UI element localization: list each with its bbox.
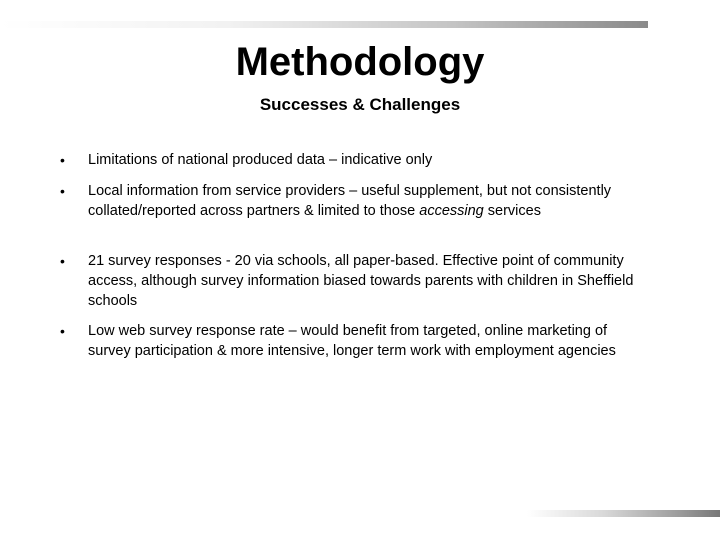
bullet-marker: • <box>60 183 65 199</box>
bullet-text: Low web survey response rate – would benefit from targeted, online marketing of survey participation & more intensive, longer term work with employment agencies <box>88 323 616 359</box>
bullet-text-part: services <box>483 203 541 219</box>
bullet-text <box>88 181 648 221</box>
bullet-marker: • <box>60 152 65 168</box>
bottom-decorative-bar <box>527 510 720 517</box>
slide-title: Methodology <box>235 40 485 84</box>
bullet-text-part: Local information from service providers – useful supplement, but not consistently collated/reported across partners & limited to those <box>88 183 612 219</box>
bullet-text-italic: accessing <box>419 203 484 219</box>
bullet-marker: • <box>60 253 65 269</box>
top-decorative-bar <box>0 21 648 28</box>
bullet-marker: • <box>60 323 65 339</box>
bullet-text: Limitations of national produced data – indicative only <box>88 152 433 168</box>
bullet-text: 21 survey responses - 20 via schools, all paper-based. Effective point of community access, although survey information biased towards parents with children in Sheffield schools <box>88 253 634 309</box>
slide-subtitle: Successes & Challenges <box>259 95 461 114</box>
